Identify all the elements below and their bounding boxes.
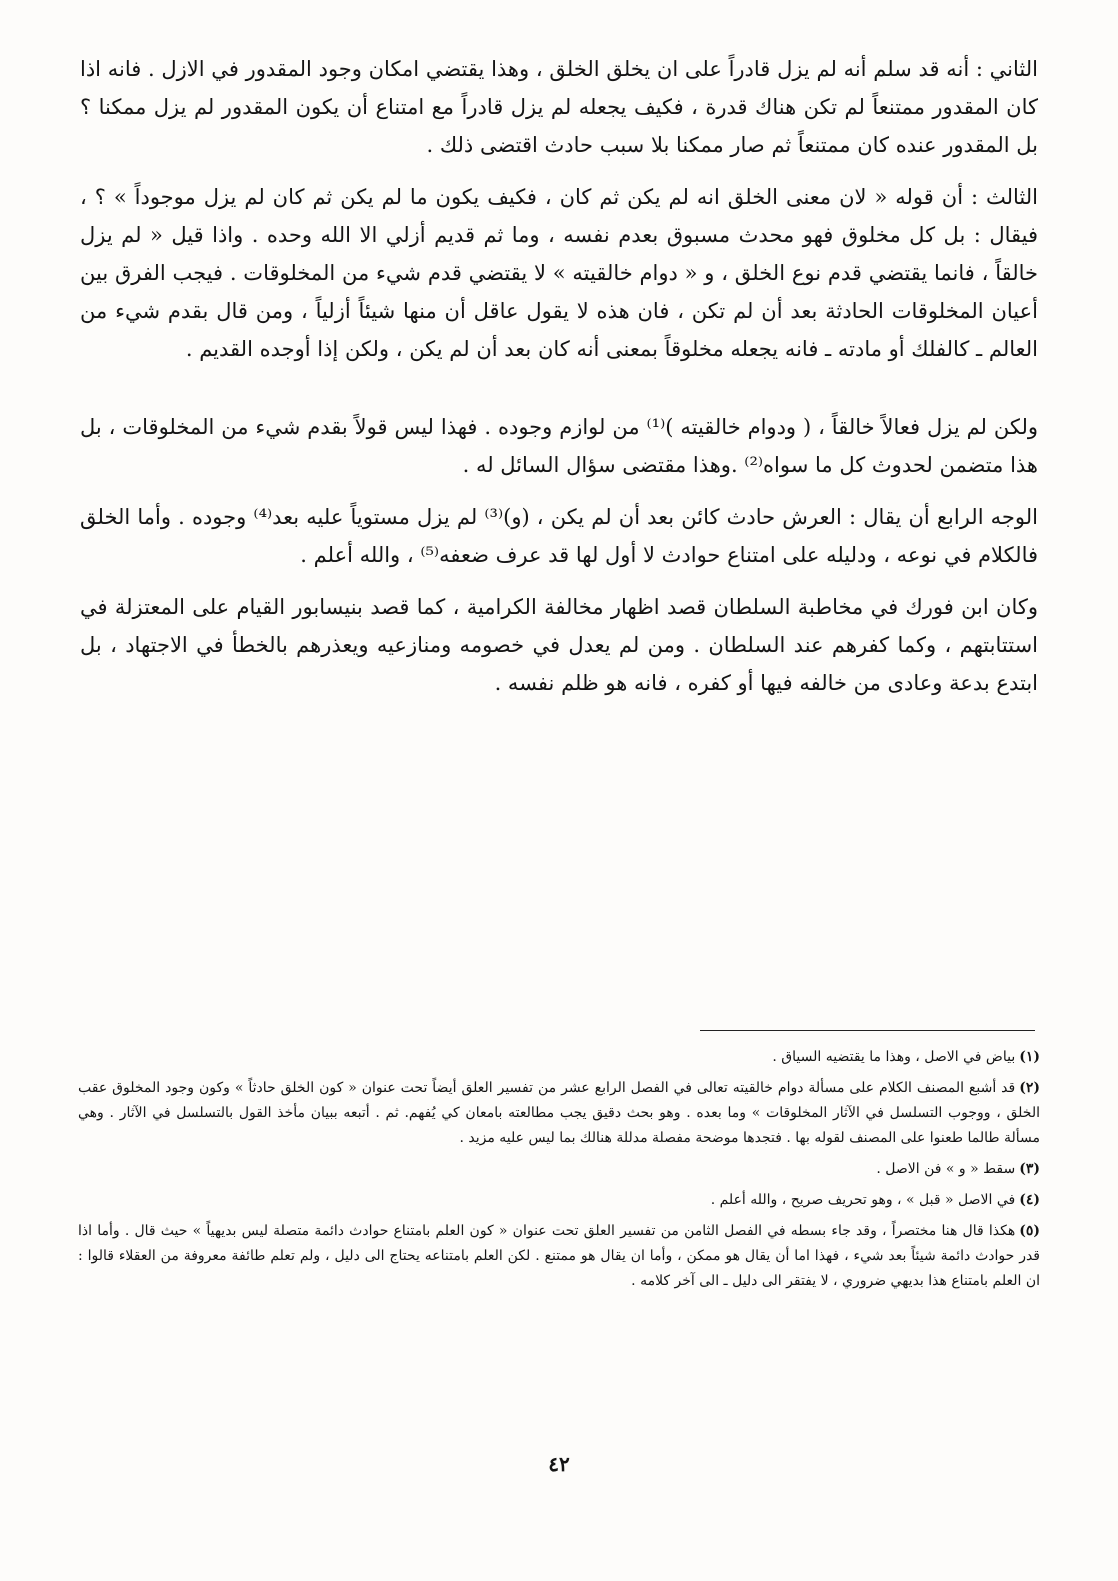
paragraph-2: الثالث : أن قوله « لان معنى الخلق انه لم يكن ثم كان ، فكيف يكون ما لم يكن ثم كان لم يزل موجوداً » ؟ ، فيقال : بل كل مخلوق فهو محدث مسبوق بعدم نفسه ، وما ثم قديم أزلي الا الله وحده . واذا قيل « لم يزل خالقاً ، فانما يقتضي قدم نوع الخلق ، و « دوام خالقيته » لا يقتضي قدم شيء من المخلوقات . فيجب الفرق بين أعيان المخلوقات الحادثة بعد أن لم تكن ، فان هذه لا يقول عاقل أن منها شيئاً أزلياً ، ومن قال بقدم شيء من العالم ـ كالفلك أو مادته ـ فانه يجعله مخلوقاً بمعنى أنه كان بعد أن لم يكن ، ولكن إذا أوجده القديم . bbox=[80, 185, 1038, 361]
footnote-4 bbox=[78, 1188, 1040, 1213]
page-number: ٤٢ bbox=[548, 1452, 570, 1476]
paragraph-4: الوجه الرابع أن يقال : العرش حادث كائن بعد أن لم يكن ، (و)⁽³⁾ لم يزل مستوياً عليه بعد⁽⁴⁾ وجوده . وأما الخلق فالكلام في نوعه ، ودليله على امتناع حوادث لا أول لها قد عرف ضعفه⁽⁵⁾ ، والله أعلم . bbox=[80, 505, 1038, 567]
footnote-text: سقط « و » فن الاصل . bbox=[876, 1161, 1016, 1177]
main-text bbox=[80, 50, 1038, 716]
footnote-text: في الاصل « قبل » ، وهو تحريف صريح ، والله أعلم . bbox=[710, 1192, 1016, 1208]
footnote-3 bbox=[78, 1157, 1040, 1182]
footnote-number: (٤) bbox=[1019, 1192, 1040, 1208]
footnote-number: (٥) bbox=[1019, 1223, 1040, 1239]
paragraph-1: الثاني : أنه قد سلم أنه لم يزل قادراً على ان يخلق الخلق ، وهذا يقتضي امكان وجود المقدور في الازل . فانه اذا كان المقدور ممتنعاً لم تكن هناك قدرة ، فكيف يجعله لم يزل قادراً مع امتناع أن يكون المقدور لم يزل ممكنا ؟ بل المقدور عنده كان ممتنعاً ثم صار ممكنا بلا سبب حادث اقتضى ذلك . bbox=[80, 57, 1038, 157]
footnote-text: هكذا قال هنا مختصراً ، وقد جاء بسطه في الفصل الثامن من تفسير العلق تحت عنوان « كون العلم بامتناع حوادث دائمة متصلة ليس بديهياً » حيث قال . وأما اذا قدر حوادث دائمة شيئاً بعد شيء ، فهذا اما أن يقال هو ممكن ، وأما ان يقال هو ممتنع . لكن العلم بامتناعه يحتاج الى دليل ، ولم تعلم طائفة معروفة من العقلاء قالوا : ان العلم بامتناع هذا بديهي ضروري ، لا يفتقر الى دليل ـ الى آخر كلامه . bbox=[78, 1223, 1040, 1289]
footnote-number: (٣) bbox=[1019, 1161, 1040, 1177]
footnotes bbox=[78, 1045, 1040, 1300]
footnote-1 bbox=[78, 1045, 1040, 1070]
footnote-5 bbox=[78, 1219, 1040, 1294]
paragraph-3: ولكن لم يزل فعالاً خالقاً ، ( ودوام خالقيته )⁽¹⁾ من لوازم وجوده . فهذا ليس قولاً بقدم شيء من المخلوقات ، بل هذا متضمن لحدوث كل ما سواه⁽²⁾ .وهذا مقتضى سؤال السائل له . bbox=[80, 415, 1038, 477]
paragraph-5: وكان ابن فورك في مخاطبة السلطان قصد اظهار مخالفة الكرامية ، كما قصد بنيسابور القيام على المعتزلة في استتابتهم ، وكما كفرهم عند السلطان . ومن لم يعدل في خصومه ومنازعيه ويعذرهم بالخطأ في الاجتهاد ، بل ابتدع بدعة وعادى من خالفه فيها أو كفره ، فانه هو ظلم نفسه . bbox=[80, 595, 1038, 695]
footnote-text: بياض في الاصل ، وهذا ما يقتضيه السياق . bbox=[772, 1049, 1016, 1065]
footnote-2 bbox=[78, 1076, 1040, 1151]
footnote-divider bbox=[700, 1030, 1035, 1031]
footnote-number: (٢) bbox=[1019, 1080, 1040, 1096]
footnote-number: (١) bbox=[1019, 1049, 1040, 1065]
footnote-text: قد أشبع المصنف الكلام على مسألة دوام خالقيته تعالى في الفصل الرابع عشر من تفسير العلق أيضاً تحت عنوان « كون الخلق حادثاً » وكون وجود المخلوق عقب الخلق ، ووجوب التسلسل في الآثار المخلوقات » وما بعده . وهو بحث دقيق يجب مطالعته بامعان كي يُفهم. ثم . أتبعه ببيان مأخذ القول بالتسلسل في الآثار . وهي مسألة طالما طعنوا على المصنف لقوله بها . فتجدها موضحة مفصلة مدللة هنالك بما ليس عليه مزيد . bbox=[78, 1080, 1040, 1146]
